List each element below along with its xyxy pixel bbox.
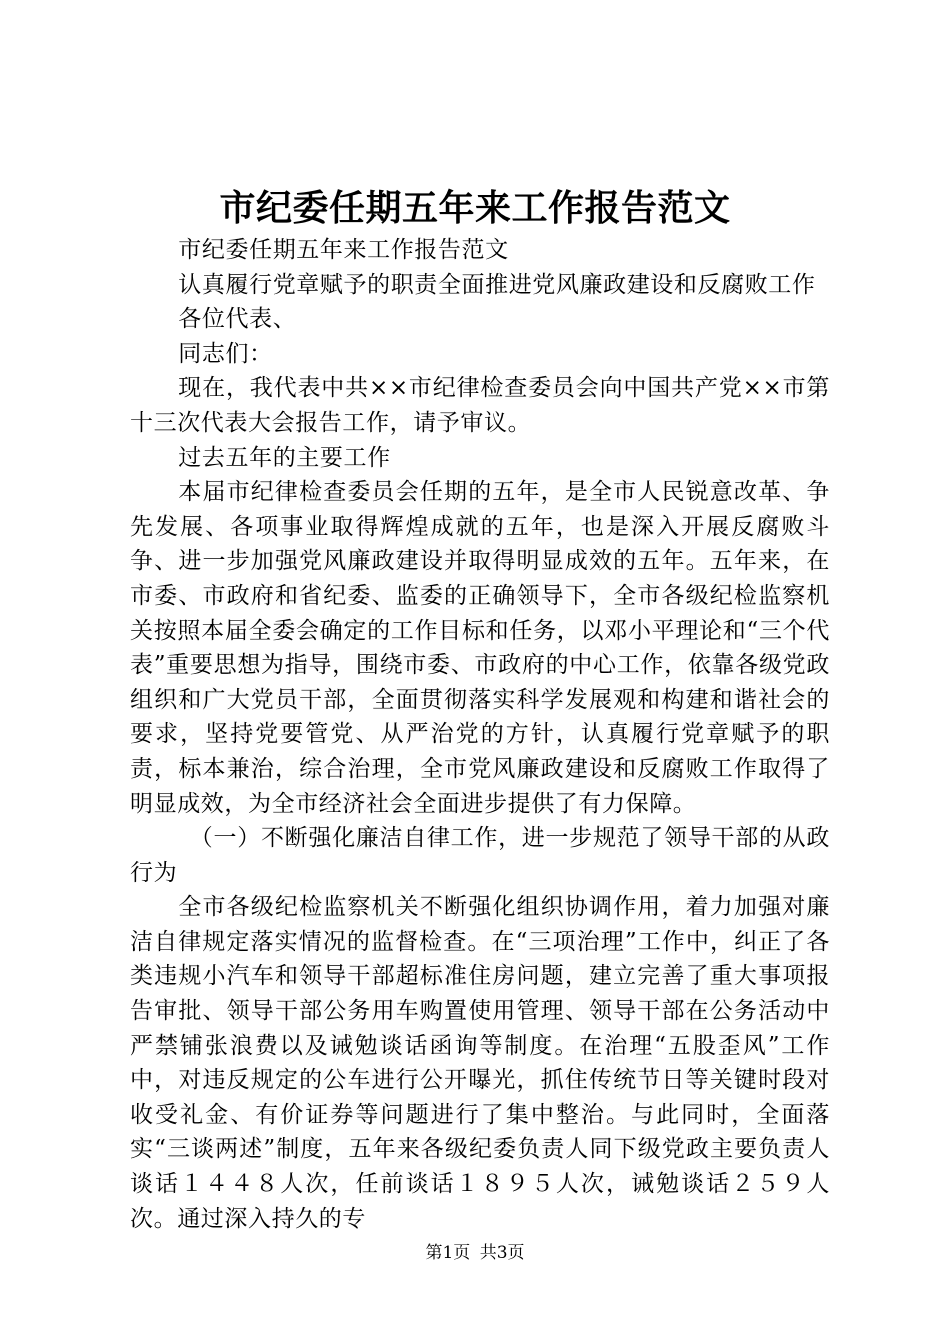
paragraph-intro: 现在，我代表中共××市纪律检查委员会向中国共产党××市第十三次代表大会报告工作，请予审议。 [130,375,830,436]
paragraph-self-discipline: 全市各级纪检监察机关不断强化组织协调作用，着力加强对廉洁自律规定落实情况的监督检查。在“三项治理”工作中，纠正了各类违规小汽车和领导干部超标准住房问题，建立完善了重大事项报告审批、领导干部公务用车购置使用管理、领导干部在公务活动中严禁铺张浪费以及诫勉谈话函询等制度。在治理“五股歪风”工作中，对违反规定的公车进行公开曝光，抓住传统节日等关键时段对收受礼金、有价证券等问题进行了集中整治。与此同时，全面落实“三谈两述”制度，五年来各级纪委负责人同下级党政主要负责人谈话１４４８人次，任前谈话１８９５人次，诫勉谈话２５９人次。通过深入持久的专 [130,894,830,1232]
paragraph-overview: 本届市纪律检查委员会任期的五年，是全市人民锐意改革、争先发展、各项事业取得辉煌成就的五年，也是深入开展反腐败斗争、进一步加强党风廉政建设并取得明显成效的五年。五年来，在市委、市政府和省纪委、监委的正确领导下，全市各级纪检监察机关按照本届全委会确定的工作目标和任务，以邓小平理论和“三个代表”重要思想为指导，围绕市委、市政府的中心工作，依靠各级党政组织和广大党员干部，全面贯彻落实科学发展观和构建和谐社会的要求，坚持党要管党、从严治党的方针，认真履行党章赋予的职责，标本兼治，综合治理，全市党风廉政建设和反腐败工作取得了明显成效，为全市经济社会全面进步提供了有力保障。 [130,479,830,817]
paragraph-salutation-comrades: 同志们： [178,340,273,367]
paragraph-salutation-delegates: 各位代表、 [178,306,297,333]
current-page-label: 第1页 [425,1243,471,1263]
paragraph-heading: 认真履行党章赋予的职责全面推进党风廉政建设和反腐败工作 [178,271,816,298]
paragraph-subtitle-repeat: 市纪委任期五年来工作报告范文 [178,237,509,263]
document-title: 市纪委任期五年来工作报告范文 [219,187,731,229]
page-footer [0,1242,950,1264]
paragraph-section-heading: 过去五年的主要工作 [178,444,391,471]
paragraph-subsection-heading: （一）不断强化廉洁自律工作，进一步规范了领导干部的从政行为 [130,825,830,886]
document-body [130,233,830,1236]
total-pages-label: 共3页 [479,1243,525,1263]
